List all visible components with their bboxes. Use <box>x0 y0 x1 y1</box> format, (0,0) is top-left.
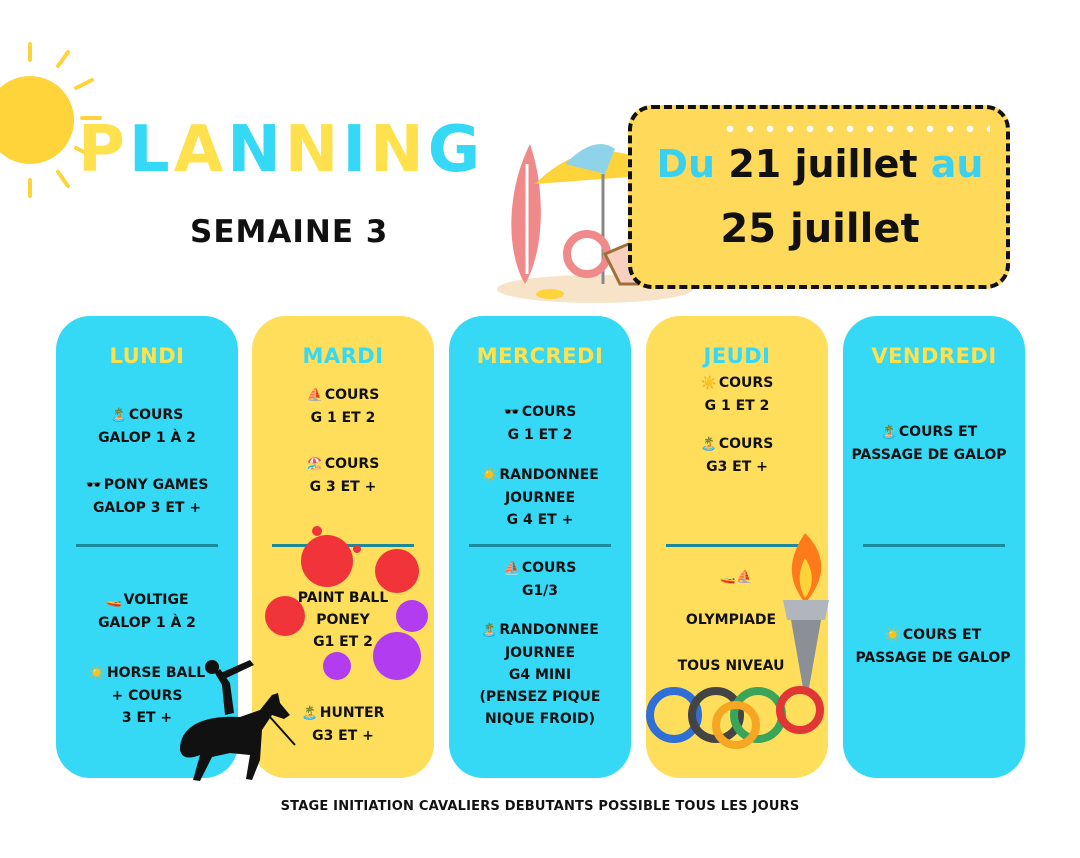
activity: ☀️ HORSE BALL + COURS 3 ET + <box>88 665 206 726</box>
title-letter: L <box>128 113 170 187</box>
activity: 🕶️ COURS G 1 ET 2 <box>503 404 577 443</box>
activity: ⛵ COURS G1/3 <box>503 560 577 599</box>
divider <box>469 544 611 547</box>
title-letter: A <box>173 113 224 187</box>
title-letter: N <box>227 113 281 187</box>
footer-note: STAGE INITIATION CAVALIERS DEBUTANTS POSSIBLE TOUS LES JOURS <box>280 799 800 814</box>
activity: 🏝️ RANDONNEE JOURNEE G4 MINI (PENSEZ PIQUE NIQUE FROID) <box>479 622 601 727</box>
page-title <box>78 113 481 187</box>
activity: OLYMPIADE <box>685 612 777 628</box>
date-end: 25 juillet <box>720 206 920 252</box>
activity: TOUS NIVEAU <box>677 658 785 674</box>
boat-icons: 🚤⛵ <box>719 570 753 585</box>
title-letter: I <box>342 113 367 187</box>
activity: 🏝️ COURS GALOP 1 À 2 <box>98 407 196 446</box>
activity: ☀️ COURS G 1 ET 2 <box>700 375 774 414</box>
activity: ☀️ RANDONNEE JOURNEE G 4 ET + <box>481 467 599 528</box>
title-letter: P <box>78 113 125 187</box>
date-start: Du 21 juillet au <box>656 142 984 186</box>
activity: 🕶️ PONY GAMES GALOP 3 ET + <box>85 477 209 516</box>
activity: 🚤 VOLTIGE GALOP 1 À 2 <box>98 592 196 631</box>
week-subtitle: SEMAINE 3 <box>190 214 389 250</box>
activity: 🏖️ COURS G 3 ET + <box>306 456 380 495</box>
activity: ⛵ COURS G 1 ET 2 <box>306 387 380 426</box>
decorative-dots <box>720 124 990 134</box>
day-name: MARDI <box>302 344 384 368</box>
title-letter: G <box>427 113 481 187</box>
torch-icon <box>775 528 837 693</box>
divider <box>76 544 218 547</box>
day-name: JEUDI <box>703 344 771 368</box>
day-name: VENDREDI <box>871 344 997 368</box>
day-name: MERCREDI <box>476 344 604 368</box>
activity: PAINT BALL PONEY G1 ET 2 <box>297 590 389 650</box>
activity: 🏝️ HUNTER G3 ET + <box>301 705 385 744</box>
divider <box>863 544 1005 547</box>
day-column-mercredi <box>449 316 631 778</box>
day-name: LUNDI <box>109 344 185 368</box>
day-column-vendredi <box>843 316 1025 778</box>
activity: 🏝️ COURS ET PASSAGE DE GALOP <box>851 424 1007 463</box>
olympic-rings-icon <box>644 680 824 750</box>
activity: 🏝️ COURS G3 ET + <box>700 436 774 475</box>
horse-vaulting-icon <box>160 655 300 785</box>
activity: ☀️ COURS ET PASSAGE DE GALOP <box>855 627 1011 666</box>
title-letter: N <box>370 113 424 187</box>
title-letter: N <box>284 113 339 187</box>
